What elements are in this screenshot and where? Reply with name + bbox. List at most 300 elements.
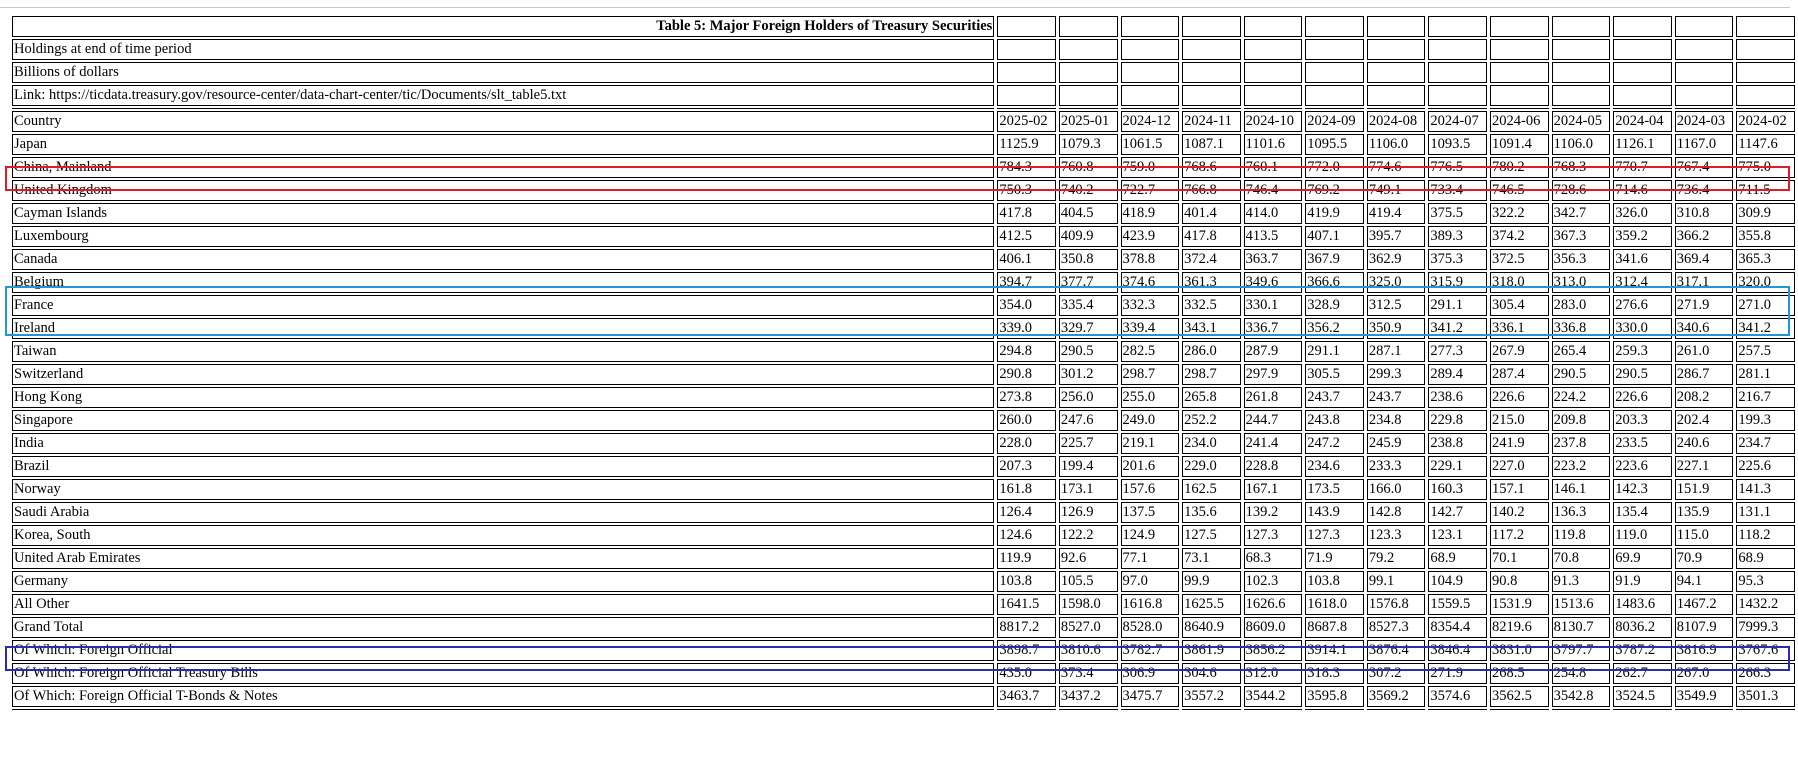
holding-value: 307.2 — [1367, 663, 1426, 684]
period-header: 2025-02 — [997, 111, 1056, 132]
separator-cell — [1613, 108, 1672, 109]
separator-cell — [1428, 709, 1487, 710]
table-row — [12, 249, 1795, 270]
holding-value: 768.3 — [1552, 157, 1611, 178]
holding-value: 341.2 — [1736, 318, 1795, 339]
holding-value: 377.7 — [1059, 272, 1118, 293]
country-name: France — [12, 295, 994, 316]
holding-value: 238.8 — [1428, 433, 1487, 454]
holding-value: 417.8 — [1182, 226, 1241, 247]
country-name: Taiwan — [12, 341, 994, 362]
holding-value: 330.0 — [1613, 318, 1672, 339]
holding-value: 1513.6 — [1552, 594, 1611, 615]
country-name: Brazil — [12, 456, 994, 477]
empty-cell — [1736, 62, 1795, 83]
holding-value: 361.3 — [1182, 272, 1241, 293]
holding-value: 225.6 — [1736, 456, 1795, 477]
holding-value: 339.0 — [997, 318, 1056, 339]
holding-value: 310.8 — [1675, 203, 1734, 224]
holding-value: 94.1 — [1675, 571, 1734, 592]
holding-value: 227.1 — [1675, 456, 1734, 477]
holding-value: 261.8 — [1244, 387, 1303, 408]
holding-value: 228.0 — [997, 433, 1056, 454]
holding-value: 366.6 — [1305, 272, 1364, 293]
holding-value: 104.9 — [1428, 571, 1487, 592]
empty-cell — [1552, 85, 1611, 106]
holding-value: 229.8 — [1428, 410, 1487, 431]
empty-cell — [1305, 62, 1364, 83]
separator-cell — [1552, 108, 1611, 109]
holding-value: 201.6 — [1121, 456, 1180, 477]
holding-value: 135.9 — [1675, 502, 1734, 523]
holding-value: 766.8 — [1182, 180, 1241, 201]
table-row — [12, 410, 1795, 431]
country-name: All Other — [12, 594, 994, 615]
holding-value: 356.3 — [1552, 249, 1611, 270]
holding-value: 286.7 — [1675, 364, 1734, 385]
holding-value: 774.6 — [1367, 157, 1426, 178]
empty-cell — [1367, 39, 1426, 60]
holding-value: 8527.0 — [1059, 617, 1118, 638]
holding-value: 1467.2 — [1675, 594, 1734, 615]
holding-value: 3544.2 — [1244, 686, 1303, 707]
period-header: 2024-09 — [1305, 111, 1364, 132]
holding-value: 339.4 — [1121, 318, 1180, 339]
holding-value: 3914.1 — [1305, 640, 1364, 661]
holding-value: 3574.6 — [1428, 686, 1487, 707]
empty-cell — [1490, 16, 1549, 37]
holding-value: 3549.9 — [1675, 686, 1734, 707]
holding-value: 290.5 — [1552, 364, 1611, 385]
holding-value: 127.3 — [1305, 525, 1364, 546]
empty-cell — [997, 39, 1056, 60]
holding-value: 262.7 — [1613, 663, 1672, 684]
holding-value: 223.2 — [1552, 456, 1611, 477]
holding-value: 224.2 — [1552, 387, 1611, 408]
holding-value: 142.3 — [1613, 479, 1672, 500]
holding-value: 343.1 — [1182, 318, 1241, 339]
holding-value: 141.3 — [1736, 479, 1795, 500]
table-row — [12, 318, 1795, 339]
separator-cell — [1367, 709, 1426, 710]
separator-cell — [1428, 108, 1487, 109]
table-row — [12, 617, 1795, 638]
holding-value: 342.7 — [1552, 203, 1611, 224]
holding-value: 151.9 — [1675, 479, 1734, 500]
holding-value: 243.7 — [1305, 387, 1364, 408]
holding-value: 1093.5 — [1428, 134, 1487, 155]
holding-value: 760.1 — [1244, 157, 1303, 178]
holding-value: 309.9 — [1736, 203, 1795, 224]
meta-line: Billions of dollars — [12, 62, 994, 83]
holding-value: 71.9 — [1305, 548, 1364, 569]
holding-value: 241.4 — [1244, 433, 1303, 454]
holding-value: 3562.5 — [1490, 686, 1549, 707]
holding-value: 3557.2 — [1182, 686, 1241, 707]
holding-value: 8609.0 — [1244, 617, 1303, 638]
holding-value: 77.1 — [1121, 548, 1180, 569]
holding-value: 256.0 — [1059, 387, 1118, 408]
holding-value: 241.9 — [1490, 433, 1549, 454]
holding-value: 254.8 — [1552, 663, 1611, 684]
empty-cell — [1490, 62, 1549, 83]
holding-value: 3898.7 — [997, 640, 1056, 661]
separator-cell — [1182, 709, 1241, 710]
holding-value: 395.7 — [1367, 226, 1426, 247]
column-header-row — [12, 111, 1795, 132]
holding-value: 166.0 — [1367, 479, 1426, 500]
country-name: Of Which: Foreign Official T-Bonds & Notes — [12, 686, 994, 707]
holding-value: 3569.2 — [1367, 686, 1426, 707]
holding-value: 736.4 — [1675, 180, 1734, 201]
holding-value: 249.0 — [1121, 410, 1180, 431]
empty-cell — [1428, 85, 1487, 106]
holding-value: 234.8 — [1367, 410, 1426, 431]
holding-value: 247.2 — [1305, 433, 1364, 454]
holding-value: 1626.6 — [1244, 594, 1303, 615]
holding-value: 8036.2 — [1613, 617, 1672, 638]
country-name: Cayman Islands — [12, 203, 994, 224]
holding-value: 372.5 — [1490, 249, 1549, 270]
period-header: 2024-05 — [1552, 111, 1611, 132]
holding-value: 413.5 — [1244, 226, 1303, 247]
separator-cell — [1244, 709, 1303, 710]
holding-value: 1167.0 — [1675, 134, 1734, 155]
holding-value: 3542.8 — [1552, 686, 1611, 707]
holding-value: 282.5 — [1121, 341, 1180, 362]
empty-cell — [1305, 85, 1364, 106]
table-row — [12, 387, 1795, 408]
holding-value: 243.7 — [1367, 387, 1426, 408]
holding-value: 746.4 — [1244, 180, 1303, 201]
table-separator — [12, 108, 1795, 109]
table-row — [12, 640, 1795, 661]
country-name: Ireland — [12, 318, 994, 339]
holding-value: 759.0 — [1121, 157, 1180, 178]
table-row — [12, 364, 1795, 385]
separator-cell — [1490, 108, 1549, 109]
holding-value: 419.9 — [1305, 203, 1364, 224]
holding-value: 8130.7 — [1552, 617, 1611, 638]
holding-value: 234.7 — [1736, 433, 1795, 454]
holding-value: 8219.6 — [1490, 617, 1549, 638]
table-row — [12, 134, 1795, 155]
holding-value: 367.9 — [1305, 249, 1364, 270]
empty-cell — [1059, 39, 1118, 60]
holding-value: 146.1 — [1552, 479, 1611, 500]
empty-cell — [997, 85, 1056, 106]
holding-value: 139.2 — [1244, 502, 1303, 523]
holding-value: 359.2 — [1613, 226, 1672, 247]
holding-value: 273.8 — [997, 387, 1056, 408]
holding-value: 70.1 — [1490, 548, 1549, 569]
holding-value: 320.0 — [1736, 272, 1795, 293]
holding-value: 69.9 — [1613, 548, 1672, 569]
holding-value: 435.0 — [997, 663, 1056, 684]
separator-cell — [997, 709, 1056, 710]
country-name: Grand Total — [12, 617, 994, 638]
holdings-table-body — [12, 16, 1795, 710]
holding-value: 119.8 — [1552, 525, 1611, 546]
empty-cell — [1736, 16, 1795, 37]
period-header: 2024-04 — [1613, 111, 1672, 132]
holding-value: 335.4 — [1059, 295, 1118, 316]
holding-value: 329.7 — [1059, 318, 1118, 339]
holding-value: 3595.8 — [1305, 686, 1364, 707]
holding-value: 3846.4 — [1428, 640, 1487, 661]
holding-value: 233.3 — [1367, 456, 1426, 477]
holding-value: 8528.0 — [1121, 617, 1180, 638]
holding-value: 103.8 — [997, 571, 1056, 592]
holding-value: 1618.0 — [1305, 594, 1364, 615]
country-name: Germany — [12, 571, 994, 592]
holding-value: 70.9 — [1675, 548, 1734, 569]
holding-value: 252.2 — [1182, 410, 1241, 431]
holding-value: 68.9 — [1428, 548, 1487, 569]
holding-value: 366.2 — [1675, 226, 1734, 247]
holding-value: 202.4 — [1675, 410, 1734, 431]
holding-value: 265.4 — [1552, 341, 1611, 362]
separator-cell — [12, 108, 994, 109]
holding-value: 336.1 — [1490, 318, 1549, 339]
table-row — [12, 663, 1795, 684]
holding-value: 234.6 — [1305, 456, 1364, 477]
holding-value: 271.9 — [1675, 295, 1734, 316]
holding-value: 417.8 — [997, 203, 1056, 224]
holding-value: 137.5 — [1121, 502, 1180, 523]
holding-value: 118.2 — [1736, 525, 1795, 546]
holding-value: 267.9 — [1490, 341, 1549, 362]
holding-value: 90.8 — [1490, 571, 1549, 592]
empty-cell — [1182, 16, 1241, 37]
holding-value: 326.0 — [1613, 203, 1672, 224]
holding-value: 123.1 — [1428, 525, 1487, 546]
holding-value: 119.0 — [1613, 525, 1672, 546]
holding-value: 1101.6 — [1244, 134, 1303, 155]
meta-row — [12, 62, 1795, 83]
holding-value: 68.9 — [1736, 548, 1795, 569]
holding-value: 1576.8 — [1367, 594, 1426, 615]
holding-value: 257.5 — [1736, 341, 1795, 362]
empty-cell — [1736, 39, 1795, 60]
holding-value: 330.1 — [1244, 295, 1303, 316]
empty-cell — [1182, 39, 1241, 60]
holding-value: 247.6 — [1059, 410, 1118, 431]
empty-cell — [1121, 39, 1180, 60]
holding-value: 1616.8 — [1121, 594, 1180, 615]
holding-value: 3831.0 — [1490, 640, 1549, 661]
holding-value: 1095.5 — [1305, 134, 1364, 155]
table-bottom-separator — [12, 709, 1795, 710]
holding-value: 173.1 — [1059, 479, 1118, 500]
holding-value: 711.5 — [1736, 180, 1795, 201]
holding-value: 770.7 — [1613, 157, 1672, 178]
holding-value: 3816.9 — [1675, 640, 1734, 661]
country-name: India — [12, 433, 994, 454]
separator-cell — [1059, 108, 1118, 109]
empty-cell — [1490, 39, 1549, 60]
country-name: Belgium — [12, 272, 994, 293]
holding-value: 318.0 — [1490, 272, 1549, 293]
holding-value: 332.5 — [1182, 295, 1241, 316]
table-row — [12, 180, 1795, 201]
holding-value: 305.4 — [1490, 295, 1549, 316]
holding-value: 115.0 — [1675, 525, 1734, 546]
holding-value: 315.9 — [1428, 272, 1487, 293]
holding-value: 97.0 — [1121, 571, 1180, 592]
holding-value: 290.5 — [1059, 341, 1118, 362]
separator-cell — [1244, 108, 1303, 109]
empty-cell — [1613, 16, 1672, 37]
holding-value: 375.5 — [1428, 203, 1487, 224]
separator-cell — [1182, 108, 1241, 109]
holding-value: 226.6 — [1613, 387, 1672, 408]
holding-value: 268.5 — [1490, 663, 1549, 684]
holding-value: 267.0 — [1675, 663, 1734, 684]
holding-value: 418.9 — [1121, 203, 1180, 224]
table-row — [12, 226, 1795, 247]
period-header: 2024-07 — [1428, 111, 1487, 132]
holding-value: 244.7 — [1244, 410, 1303, 431]
holding-value: 367.3 — [1552, 226, 1611, 247]
empty-cell — [1244, 39, 1303, 60]
holding-value: 373.4 — [1059, 663, 1118, 684]
holding-value: 776.5 — [1428, 157, 1487, 178]
holding-value: 341.2 — [1428, 318, 1487, 339]
separator-cell — [1675, 709, 1734, 710]
period-header: 2024-08 — [1367, 111, 1426, 132]
table-row — [12, 686, 1795, 707]
empty-cell — [1490, 85, 1549, 106]
country-name: China, Mainland — [12, 157, 994, 178]
empty-cell — [1428, 16, 1487, 37]
holding-value: 733.4 — [1428, 180, 1487, 201]
holding-value: 233.5 — [1613, 433, 1672, 454]
holding-value: 261.0 — [1675, 341, 1734, 362]
holding-value: 728.6 — [1552, 180, 1611, 201]
holding-value: 223.6 — [1613, 456, 1672, 477]
holding-value: 126.9 — [1059, 502, 1118, 523]
holding-value: 209.8 — [1552, 410, 1611, 431]
holding-value: 243.8 — [1305, 410, 1364, 431]
holding-value: 105.5 — [1059, 571, 1118, 592]
country-name: United Kingdom — [12, 180, 994, 201]
holding-value: 266.3 — [1736, 663, 1795, 684]
holdings-table-container — [9, 14, 1798, 712]
holding-value: 1625.5 — [1182, 594, 1241, 615]
holding-value: 3797.7 — [1552, 640, 1611, 661]
holding-value: 412.5 — [997, 226, 1056, 247]
holding-value: 140.2 — [1490, 502, 1549, 523]
holding-value: 92.6 — [1059, 548, 1118, 569]
holding-value: 124.9 — [1121, 525, 1180, 546]
holding-value: 775.0 — [1736, 157, 1795, 178]
holding-value: 135.4 — [1613, 502, 1672, 523]
holding-value: 260.0 — [997, 410, 1056, 431]
holding-value: 3475.7 — [1121, 686, 1180, 707]
holding-value: 784.3 — [997, 157, 1056, 178]
holding-value: 3856.2 — [1244, 640, 1303, 661]
holding-value: 1126.1 — [1613, 134, 1672, 155]
holding-value: 229.0 — [1182, 456, 1241, 477]
holding-value: 313.0 — [1552, 272, 1611, 293]
holding-value: 3463.7 — [997, 686, 1056, 707]
holding-value: 160.3 — [1428, 479, 1487, 500]
country-name: Luxembourg — [12, 226, 994, 247]
holding-value: 199.4 — [1059, 456, 1118, 477]
holding-value: 161.8 — [997, 479, 1056, 500]
holding-value: 394.7 — [997, 272, 1056, 293]
period-header: 2024-02 — [1736, 111, 1795, 132]
empty-cell — [1305, 16, 1364, 37]
holding-value: 234.0 — [1182, 433, 1241, 454]
holding-value: 99.1 — [1367, 571, 1426, 592]
separator-cell — [1305, 709, 1364, 710]
table-row — [12, 571, 1795, 592]
country-name: Of Which: Foreign Official Treasury Bills — [12, 663, 994, 684]
holding-value: 199.3 — [1736, 410, 1795, 431]
separator-cell — [1736, 709, 1795, 710]
holding-value: 760.8 — [1059, 157, 1118, 178]
holding-value: 291.1 — [1305, 341, 1364, 362]
holding-value: 127.3 — [1244, 525, 1303, 546]
holding-value: 406.1 — [997, 249, 1056, 270]
holding-value: 322.2 — [1490, 203, 1549, 224]
holding-value: 228.8 — [1244, 456, 1303, 477]
empty-cell — [997, 62, 1056, 83]
holding-value: 1125.9 — [997, 134, 1056, 155]
holding-value: 3787.2 — [1613, 640, 1672, 661]
country-name: Saudi Arabia — [12, 502, 994, 523]
separator-cell — [1121, 709, 1180, 710]
holding-value: 215.0 — [1490, 410, 1549, 431]
holding-value: 157.6 — [1121, 479, 1180, 500]
holding-value: 1432.2 — [1736, 594, 1795, 615]
holding-value: 297.9 — [1244, 364, 1303, 385]
holding-value: 299.3 — [1367, 364, 1426, 385]
holding-value: 304.6 — [1182, 663, 1241, 684]
holding-value: 294.8 — [997, 341, 1056, 362]
holding-value: 3876.4 — [1367, 640, 1426, 661]
holding-value: 227.0 — [1490, 456, 1549, 477]
holding-value: 290.8 — [997, 364, 1056, 385]
holding-value: 8107.9 — [1675, 617, 1734, 638]
holding-value: 289.4 — [1428, 364, 1487, 385]
empty-cell — [1059, 85, 1118, 106]
holding-value: 287.9 — [1244, 341, 1303, 362]
country-name: Korea, South — [12, 525, 994, 546]
holding-value: 3501.3 — [1736, 686, 1795, 707]
holding-value: 3782.7 — [1121, 640, 1180, 661]
holding-value: 173.5 — [1305, 479, 1364, 500]
holding-value: 3810.6 — [1059, 640, 1118, 661]
empty-cell — [1367, 16, 1426, 37]
holding-value: 401.4 — [1182, 203, 1241, 224]
holding-value: 354.0 — [997, 295, 1056, 316]
holding-value: 127.5 — [1182, 525, 1241, 546]
holding-value: 3861.9 — [1182, 640, 1241, 661]
holding-value: 124.6 — [997, 525, 1056, 546]
table-row — [12, 594, 1795, 615]
holding-value: 378.8 — [1121, 249, 1180, 270]
empty-cell — [1182, 62, 1241, 83]
holding-value: 286.0 — [1182, 341, 1241, 362]
separator-cell — [1305, 108, 1364, 109]
holding-value: 122.2 — [1059, 525, 1118, 546]
holding-value: 259.3 — [1613, 341, 1672, 362]
holding-value: 355.8 — [1736, 226, 1795, 247]
holding-value: 291.1 — [1428, 295, 1487, 316]
